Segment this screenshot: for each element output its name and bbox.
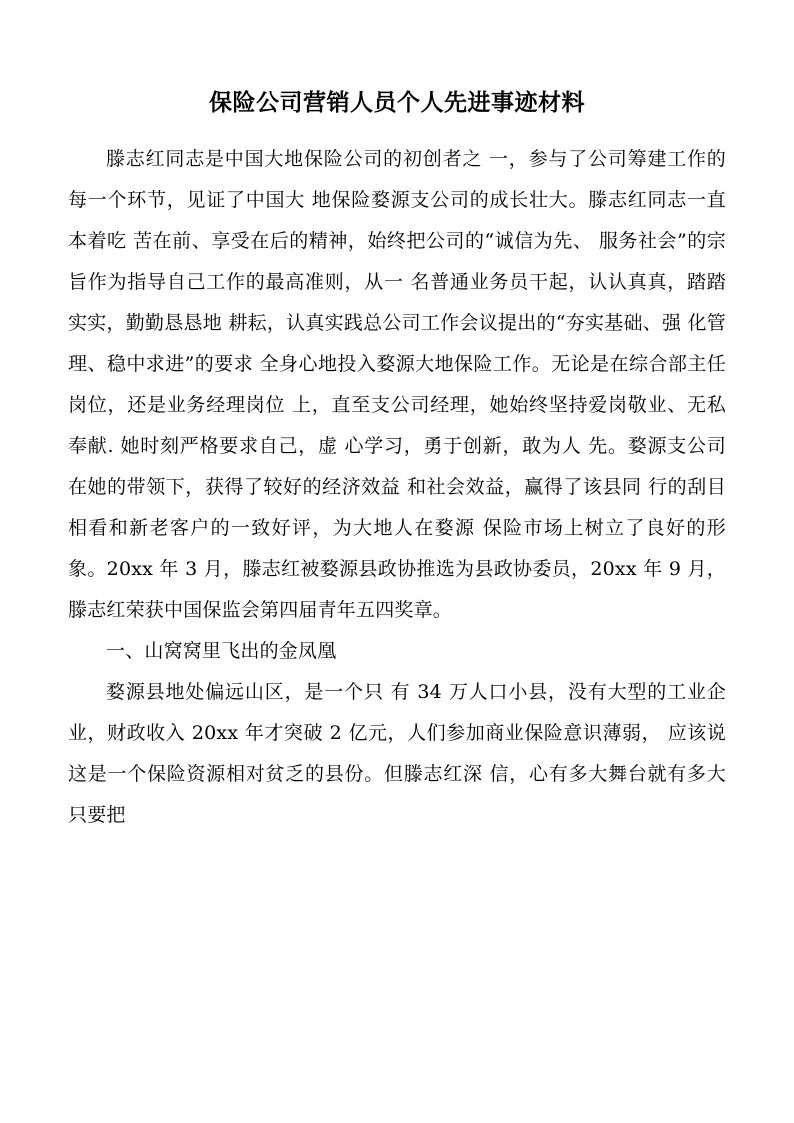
body-paragraph-1: 滕志红同志是中国大地保险公司的初创者之 一，参与了公司筹建工作的每一个环节，见证了中国大 地保险婺源支公司的成长壮大。滕志红同志一直本着吃 苦在前、享受在后的精神，始终把公司的“诚信为先、 服务社会”的宗旨作为指导自己工作的最高准则，从一 名普通业务员干起，认认真真，踏踏实实，勤勤恳恳地 耕耘，认真实践总公司工作会议提出的“夯实基础、强 化管理、稳中求进”的要求 全身心地投入婺源大地保险工作。无论是在综合部主任岗位，还是业务经理岗位 上，直至支公司经理，她始终坚持爱岗敬业、无私奉献. 她时刻严格要求自己，虚 心学习，勇于创新，敢为人 先。婺源支公司在她的带领下，获得了较好的经济效益 和社会效益，赢得了该县同 行的刮目相看和新老客户的一致好评，为大地人在婺源 保险市场上树立了良好的形象。20xx 年 3 月，滕志红被婺源县政协推选为县政协委员，20xx 年 9 月，滕志红荣获中国保监会第四届青年五四奖章。 (68, 147, 726, 621)
page-title: 保险公司营销人员个人先进事迹材料 (209, 89, 585, 116)
body-paragraph-2: 婺源县地处偏远山区，是一个只 有 34 万人口小县，没有大型的工业企业，财政收入 20xx 年才突破 2 亿元，人们参加商业保险意识薄弱， 应该说这是一个保险资源相对贫乏的县份。但滕志红深 信，心有多大舞台就有多大 只要把 (68, 680, 726, 826)
section-heading-1: 一、山窝窝里飞出的金凤凰 (106, 639, 337, 662)
